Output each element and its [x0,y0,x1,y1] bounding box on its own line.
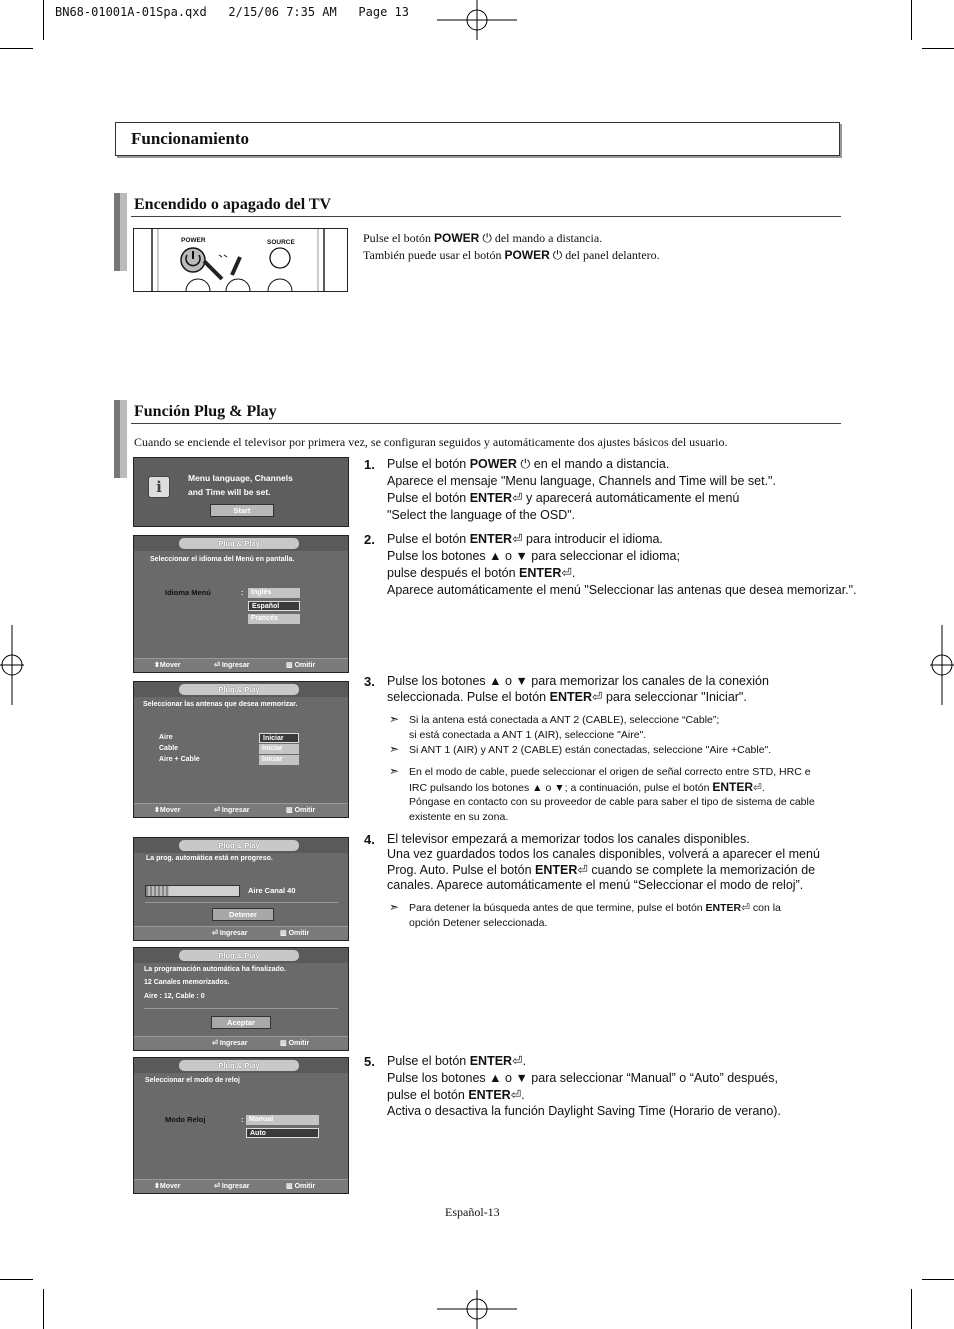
registration-mark-icon [437,0,517,40]
osd-footer: ⏎ Ingresar ▥ Omitir [134,926,348,940]
language-option[interactable]: Español [248,601,300,611]
info-icon: i [148,476,170,498]
finish-line: La programación automática ha finalizado. [144,966,286,973]
section-title: Encendido o apagado del TV [134,196,332,213]
osd-tab: Plug & Play [179,538,299,549]
crop-mark [0,48,33,49]
osd-screen-language [133,535,349,673]
start-scan-button[interactable]: Iniciar [259,744,299,754]
clock-option[interactable]: Manual [246,1115,319,1125]
crop-mark [911,1289,912,1329]
step1-line: "Select the language of the OSD". [387,508,576,522]
down-arrow-icon: ▼ [515,549,528,563]
section-bar [114,400,127,478]
enter-icon: ⏎ [512,532,523,546]
enter-icon: ⏎ [561,566,572,580]
osd-tab: Plug & Play [179,1060,299,1071]
updown-icon: ⬍ [154,662,160,669]
step3-note: existente en su zona. [409,811,509,823]
step3-line: seleccionada. Pulse el botón ENTER⏎ para seleccionar "Iniciar". [387,690,747,704]
step3-note: Póngase en contacto con su proveedor de cable para saber el tipo de sistema de cable [409,796,815,808]
section1-line1: Pulse el botón POWER ⏻ del mando a distancia. [363,231,603,245]
osd-screen-finished [133,947,349,1051]
up-arrow-icon: ▲ [489,549,502,563]
enter-icon: ⏎ [512,1054,523,1068]
power-icon: ⏻ [549,248,563,262]
registration-mark-icon [930,625,954,705]
step2-line: Pulse el botón ENTER⏎ para introducir el idioma. [387,532,663,546]
clock-mode-label: Modo Reloj [165,1115,206,1124]
step3-note: Si la antena está conectada a ANT 2 (CABLE), seleccione “Cable”; [409,714,720,726]
osd-screen-antenna [133,681,349,818]
note-arrow-icon: ➣ [389,712,400,726]
progress-fill [146,886,169,896]
enter-icon: ⏎ [214,807,222,814]
osd-tab: Plug & Play [179,840,299,851]
registration-mark-icon [437,1290,517,1329]
progress-bar [145,885,240,897]
step-number: 5. [364,1054,375,1069]
divider [145,902,338,903]
power-icon: ⏻ [479,231,492,245]
osd-footer: ⏎ Ingresar ▥ Omitir [134,1036,348,1050]
language-option[interactable]: Inglés [248,588,300,598]
crop-mark [911,0,912,40]
enter-icon: ⏎ [592,690,603,704]
step-number: 4. [364,832,375,847]
step4-line: canales. Aparece automáticamente el menú “Seleccionar el modo de reloj”. [387,878,804,892]
step3-note: IRC pulsando los botones ▲ o ▼; a continuación, pulse el botón ENTER⏎. [409,780,765,794]
step4-line: El televisor empezará a memorizar todos los canales disponibles. [387,832,750,846]
step2-line: Aparece automáticamente el menú "Seleccionar las antenas que desea memorizar.". [387,583,857,597]
step1-line: Pulse el botón POWER ⏻ en el mando a distancia. [387,457,670,471]
remote-illustration [133,228,348,292]
note-arrow-icon: ➣ [389,764,400,778]
enter-icon: ⏎ [212,930,220,937]
step-number: 1. [364,457,375,472]
step5-line: Pulse los botones ▲ o ▼ para seleccionar “Manual” o “Auto” después, [387,1071,778,1085]
osd-footer: ⬍Mover ⏎ Ingresar ▥ Omitir [134,803,348,817]
step4-line: Una vez guardados todos los canales disponibles, volverá a aparecer el menú [387,847,820,861]
up-arrow-icon: ▲ [489,674,502,688]
osd-heading: Seleccionar el modo de reloj [145,1077,240,1084]
antenna-label: Aire [159,734,173,741]
start-scan-button[interactable]: Iniciar [259,755,299,765]
up-arrow-icon: ▲ [489,1071,502,1085]
start-button[interactable]: Start [210,504,274,517]
skip-icon: ▥ [280,1040,289,1047]
step5-line: Activa o desactiva la función Daylight Saving Time (Horario de verano). [387,1104,781,1118]
skip-icon: ▥ [286,807,295,814]
osd-heading: La prog. automática está en progreso. [146,855,273,862]
step3-note: Si ANT 1 (AIR) y ANT 2 (CABLE) están conectadas, seleccione "Aire +Cable". [409,744,772,756]
osd-heading: Seleccionar las antenas que desea memorizar. [143,701,298,708]
skip-icon: ▥ [286,1183,295,1190]
enter-icon: ⏎ [212,1040,220,1047]
registration-mark-icon [0,625,24,705]
start-scan-button[interactable]: Iniciar [259,733,299,743]
skip-icon: ▥ [280,930,289,937]
osd-screen-clock [133,1057,349,1194]
clock-option[interactable]: Auto [246,1128,319,1138]
crop-mark [0,1279,33,1280]
colon: : [241,588,244,597]
updown-icon: ⬍ [154,1183,160,1190]
step-number: 2. [364,532,375,547]
enter-icon: ⏎ [512,491,523,505]
crop-mark [922,48,954,49]
channel-readout: Aire Canal 40 [248,886,296,895]
section-rule [131,423,841,424]
colon: : [241,1115,244,1124]
step-number: 3. [364,674,375,689]
remote-source-label: SOURCE [267,239,295,246]
language-option[interactable]: Francés [248,614,300,624]
enter-icon: ⏎ [741,902,750,914]
down-arrow-icon: ▼ [515,1071,528,1085]
enter-icon: ⏎ [577,863,588,877]
step2-line: pulse después el botón ENTER⏎. [387,566,576,580]
divider [144,1008,338,1009]
section2-intro: Cuando se enciende el televisor por primera vez, se configuran seguidos y automáticamente dos ajustes básicos del usuario. [134,435,728,449]
osd-screen-start [133,457,349,527]
osd-screen-progress [133,837,349,941]
remote-power-label: POWER [181,237,206,244]
antenna-label: Cable [159,745,179,752]
page-title: Funcionamiento [131,129,250,148]
language-label: Idioma Menú [165,588,211,597]
stop-button[interactable]: Detener [212,908,274,921]
step4-line: Prog. Auto. Pulse el botón ENTER⏎ cuando se complete la memorización de [387,863,816,877]
note-arrow-icon: ➣ [389,742,400,756]
page-title-box [115,122,840,156]
enter-icon: ⏎ [214,1183,222,1190]
enter-icon: ⏎ [214,662,222,669]
start-message: and Time will be set. [188,487,271,497]
antenna-label: Aire + Cable [159,756,200,763]
finish-line: Aire : 12, Cable : 0 [144,993,205,1000]
step3-note: En el modo de cable, puede seleccionar el origen de señal correcto entre STD, HRC e [409,766,811,778]
crop-mark [43,1289,44,1329]
skip-icon: ▥ [286,662,295,669]
section-rule [131,216,841,217]
section-bar [114,193,127,271]
osd-tab: Plug & Play [179,950,299,961]
section-title: Función Plug & Play [134,403,277,420]
up-arrow-icon: ▲ [532,782,543,794]
down-arrow-icon: ▼ [515,674,528,688]
accept-button[interactable]: Aceptar [211,1016,271,1029]
step1-line: Pulse el botón ENTER⏎ y aparecerá automáticamente el menú [387,491,740,505]
step4-note: Para detener la búsqueda antes de que termine, pulse el botón ENTER⏎ con la [409,902,781,914]
note-arrow-icon: ➣ [389,900,400,914]
step2-line: Pulse los botones ▲ o ▼ para seleccionar el idioma; [387,549,680,563]
step5-line: Pulse el botón ENTER⏎. [387,1054,527,1068]
finish-line: 12 Canales memorizados. [144,979,230,986]
updown-icon: ⬍ [154,807,160,814]
print-header: BN68-01001A-01Spa.qxd 2/15/06 7:35 AM Page 13 [55,5,410,19]
osd-footer: ⬍Mover ⏎ Ingresar ▥ Omitir [134,658,348,672]
down-arrow-icon: ▼ [554,782,565,794]
enter-icon: ⏎ [753,782,762,794]
osd-heading: Seleccionar el idioma del Menú en pantalla. [150,556,295,563]
step3-note: si está conectada a ANT 1 (AIR), seleccione "Aire". [409,729,647,741]
osd-footer: ⬍Mover ⏎ Ingresar ▥ Omitir [134,1179,348,1193]
page-number: Español-13 [445,1205,500,1219]
power-icon: ⏻ [516,457,531,471]
crop-mark [43,0,44,40]
crop-mark [922,1279,954,1280]
start-message: Menu language, Channels [188,473,293,483]
osd-tab: Plug & Play [179,684,299,695]
remote-control-icon [134,229,347,291]
step5-line: pulse el botón ENTER⏎. [387,1088,525,1102]
section1-line2: También puede usar el botón POWER ⏻ del panel delantero. [363,248,660,262]
step3-line: Pulse los botones ▲ o ▼ para memorizar los canales de la conexión [387,674,769,688]
step1-line: Aparece el mensaje "Menu language, Channels and Time will be set.". [387,474,776,488]
step4-note: opción Detener seleccionada. [409,917,548,929]
enter-icon: ⏎ [510,1088,522,1102]
